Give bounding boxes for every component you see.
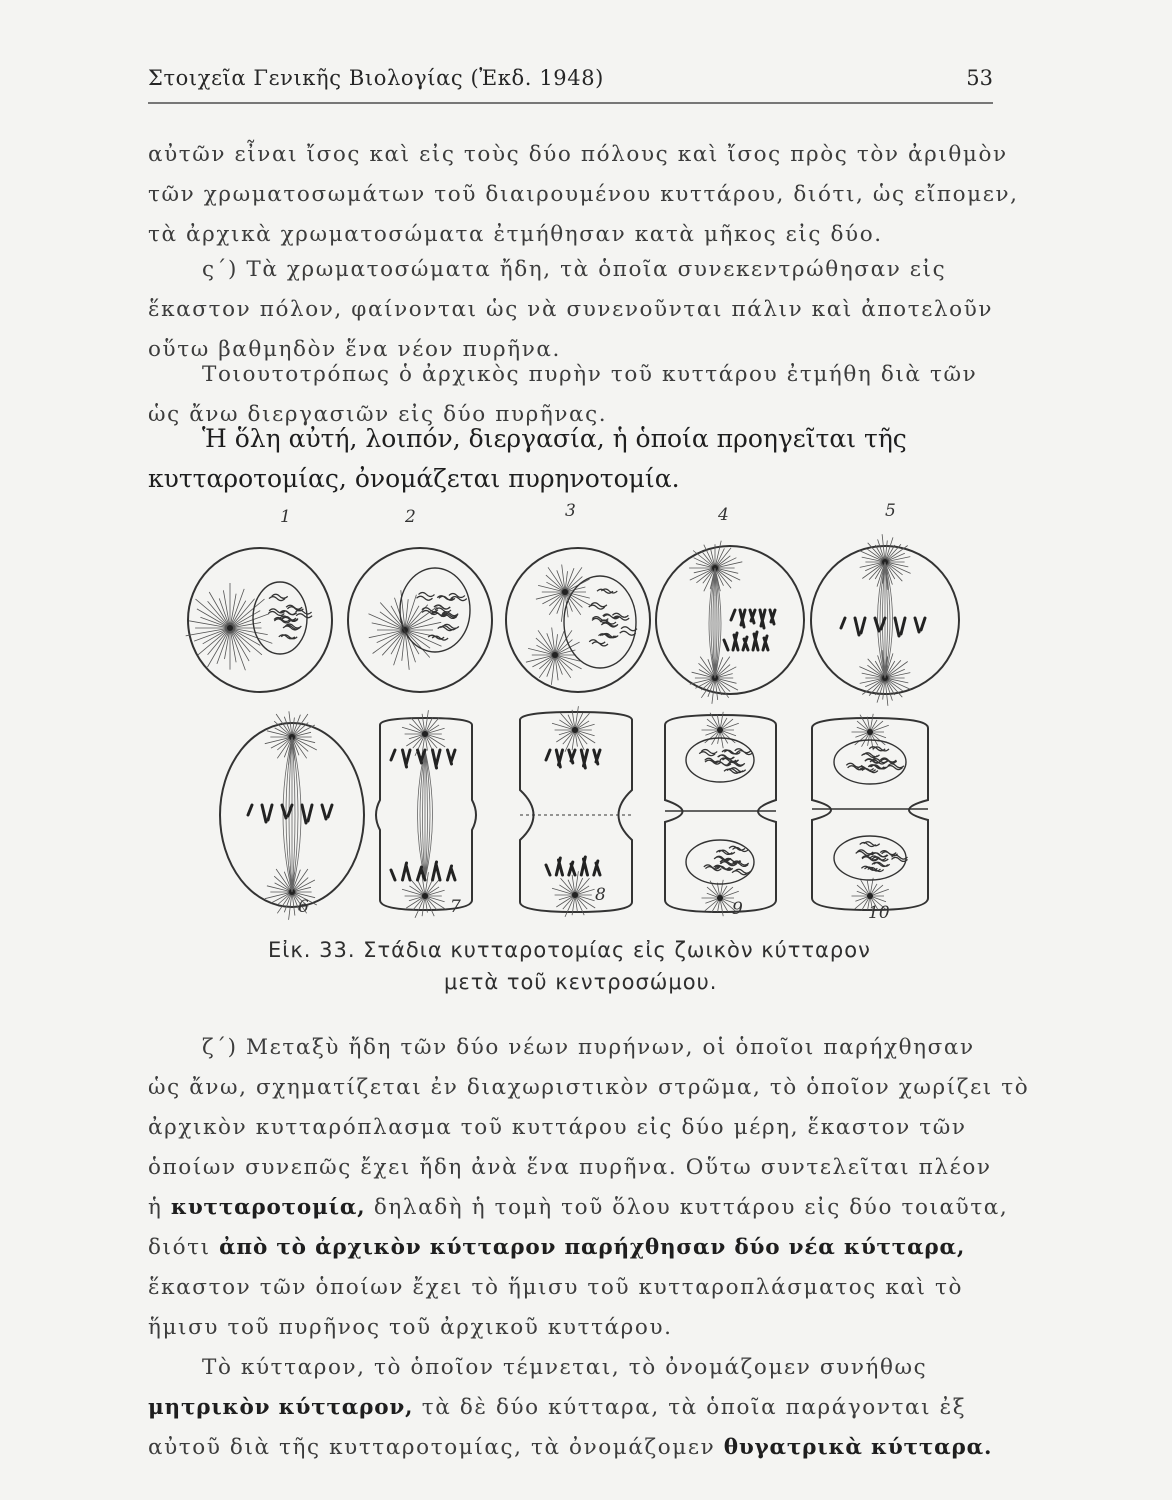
- centrosome: [422, 731, 428, 737]
- paragraph-step-six: [148, 250, 993, 370]
- chromosome-group: [546, 857, 600, 875]
- figure-stage-label: 4: [718, 505, 729, 525]
- paragraph-step-seven: [148, 1028, 1029, 1348]
- centrosome: [562, 589, 568, 595]
- text-line: τῶν χρωματοσωμάτων τοῦ διαιρουμένου κυττάρου, διότι, ὡς εἴπομεν,: [148, 182, 1019, 207]
- cell-7: [376, 718, 476, 910]
- paragraph-continuation: [148, 135, 1019, 255]
- emphasis-line-2: κυτταροτομίας, ὀνομάζεται πυρηνοτομία.: [148, 464, 680, 493]
- centrosome: [572, 727, 578, 733]
- text-line: ἕκαστον πόλον, φαίνονται ὡς νὰ συνενοῦνται πάλιν καὶ ἀποτελοῦν: [148, 297, 994, 322]
- page-number: 53: [966, 66, 993, 90]
- text-run: διότι: [148, 1235, 220, 1260]
- text-line: [148, 1228, 1029, 1268]
- figure-stage-label: 3: [565, 501, 576, 521]
- text-line: Τὸ κύτταρον, τὸ ὁποῖον τέμνεται, τὸ ὀνομάζομεν συνήθως: [202, 1355, 928, 1380]
- text-line: ζ΄) Μεταξὺ ἤδη τῶν δύο νέων πυρήνων, οἱ ὁποῖοι παρήχθησαν: [202, 1035, 975, 1060]
- text-line: ἕκαστον τῶν ὁποίων ἔχει τὸ ἥμισυ τοῦ κυτταροπλάσματος καὶ τὸ: [148, 1275, 963, 1300]
- text-line: [148, 1428, 992, 1468]
- centrosome: [717, 895, 723, 901]
- cell-2: [348, 548, 492, 692]
- text-line: ὡς ἄνω διεργασιῶν εἰς δύο πυρῆνας.: [148, 402, 608, 427]
- header-rule: [148, 102, 993, 104]
- centrosome: [867, 729, 873, 735]
- text-run: τὰ δὲ δύο κύτταρα, τὰ ὁποῖα παράγονται ἐξ: [413, 1395, 967, 1420]
- chromatin: [589, 589, 637, 646]
- figure-caption-line-1: Εἰκ. 33. Στάδια κυτταροτομίας εἰς ζωικὸν κύτταρον: [268, 938, 871, 962]
- figure-stage-label: 1: [280, 507, 291, 527]
- running-title: Στοιχεῖα Γενικῆς Βιολογίας (Ἐκδ. 1948): [148, 66, 604, 90]
- chromatin: [846, 747, 904, 773]
- cell-1: [188, 548, 332, 692]
- cell-9: [665, 715, 776, 912]
- cell-10: [812, 718, 928, 910]
- bold-term-cytokinesis: κυτταροτομία,: [170, 1195, 366, 1220]
- text-line: Τοιουτοτρόπως ὁ ἀρχικὸς πυρὴν τοῦ κυττάρου ἐτμήθη διὰ τῶν: [202, 362, 978, 387]
- text-run: δηλαδὴ ἡ τομὴ τοῦ ὅλου κυττάρου εἰς δύο τοιαῦτα,: [365, 1195, 1009, 1220]
- bold-statement: ἀπὸ τὸ ἀρχικὸν κύτταρον παρήχθησαν δύο νέα κύτταρα,: [219, 1235, 966, 1260]
- text-line: [148, 1188, 1029, 1228]
- page-header: [148, 66, 993, 106]
- bold-term-daughter-cells: θυγατρικὰ κύτταρα.: [723, 1435, 993, 1460]
- centrosome: [867, 893, 873, 899]
- paragraph-mother-daughter: [148, 1348, 992, 1468]
- text-line: [148, 1388, 992, 1428]
- cell-3: [506, 548, 650, 692]
- figure-cell-division: [180, 500, 980, 930]
- figure-stage-label: 7: [450, 897, 461, 917]
- spindle: [709, 568, 721, 678]
- chromosome-group: [731, 610, 775, 628]
- text-line: τὰ ἀρχικὰ χρωματοσώματα ἐτμήθησαν κατὰ μῆκος εἰς δύο.: [148, 222, 883, 247]
- text-line: ἥμισυ τοῦ πυρῆνος τοῦ ἀρχικοῦ κυττάρου.: [148, 1315, 673, 1340]
- figure-stage-label: 8: [595, 885, 606, 905]
- figure-stage-label: 2: [405, 507, 416, 527]
- chromosome-group: [248, 805, 332, 823]
- cell-8: [520, 712, 632, 912]
- figure-stage-label: 10: [868, 903, 890, 923]
- centrosome: [717, 727, 723, 733]
- emphasis-line-1: Ἡ ὅλη αὐτή, λοιπόν, διεργασία, ἡ ὁποία προηγεῖται τῆς: [202, 424, 907, 453]
- spindle: [418, 750, 433, 880]
- text-run: ἡ: [148, 1195, 171, 1220]
- chromosome-group: [546, 750, 600, 768]
- chromatin: [704, 846, 751, 874]
- chromosome-group: [724, 632, 768, 650]
- figure-stage-label: 5: [885, 501, 896, 521]
- centrosome: [552, 652, 558, 658]
- figure-stage-label: 9: [732, 899, 743, 919]
- text-line: ς΄) Τὰ χρωματοσώματα ἤδη, τὰ ὁποῖα συνεκεντρώθησαν εἰς: [202, 257, 947, 282]
- text-line: ἀρχικὸν κυτταρόπλασμα τοῦ κυττάρου εἰς δύο μέρη, ἕκαστον τῶν: [148, 1115, 967, 1140]
- text-line: ὁποίων συνεπῶς ἔχει ἤδη ἀνὰ ἕνα πυρῆνα. Οὕτω συντελεῖται πλέον: [148, 1155, 992, 1180]
- centrosome: [227, 625, 233, 631]
- text-line: ὡς ἄνω, σχηματίζεται ἐν διαχωριστικὸν στρῶμα, τὸ ὁποῖον χωρίζει τὸ: [148, 1075, 1030, 1100]
- chromatin: [699, 749, 753, 774]
- centrosome: [422, 893, 428, 899]
- cell-division-drawing: [180, 500, 980, 930]
- figure-caption-line-2: μετὰ τοῦ κεντροσώμου.: [444, 970, 718, 994]
- text-line: οὕτω βαθμηδὸν ἕνα νέον πυρῆνα.: [148, 337, 561, 362]
- bold-term-mother-cell: μητρικὸν κύτταρον,: [148, 1395, 414, 1420]
- text-line: αὐτῶν εἶναι ἴσος καὶ εἰς τοὺς δύο πόλους καὶ ἴσος πρὸς τὸν ἀριθμὸν: [148, 142, 1008, 167]
- text-run: αὐτοῦ διὰ τῆς κυτταροτομίας, τὰ ὀνομάζομεν: [148, 1435, 724, 1460]
- figure-stage-label: 6: [298, 897, 309, 917]
- centrosome: [572, 892, 578, 898]
